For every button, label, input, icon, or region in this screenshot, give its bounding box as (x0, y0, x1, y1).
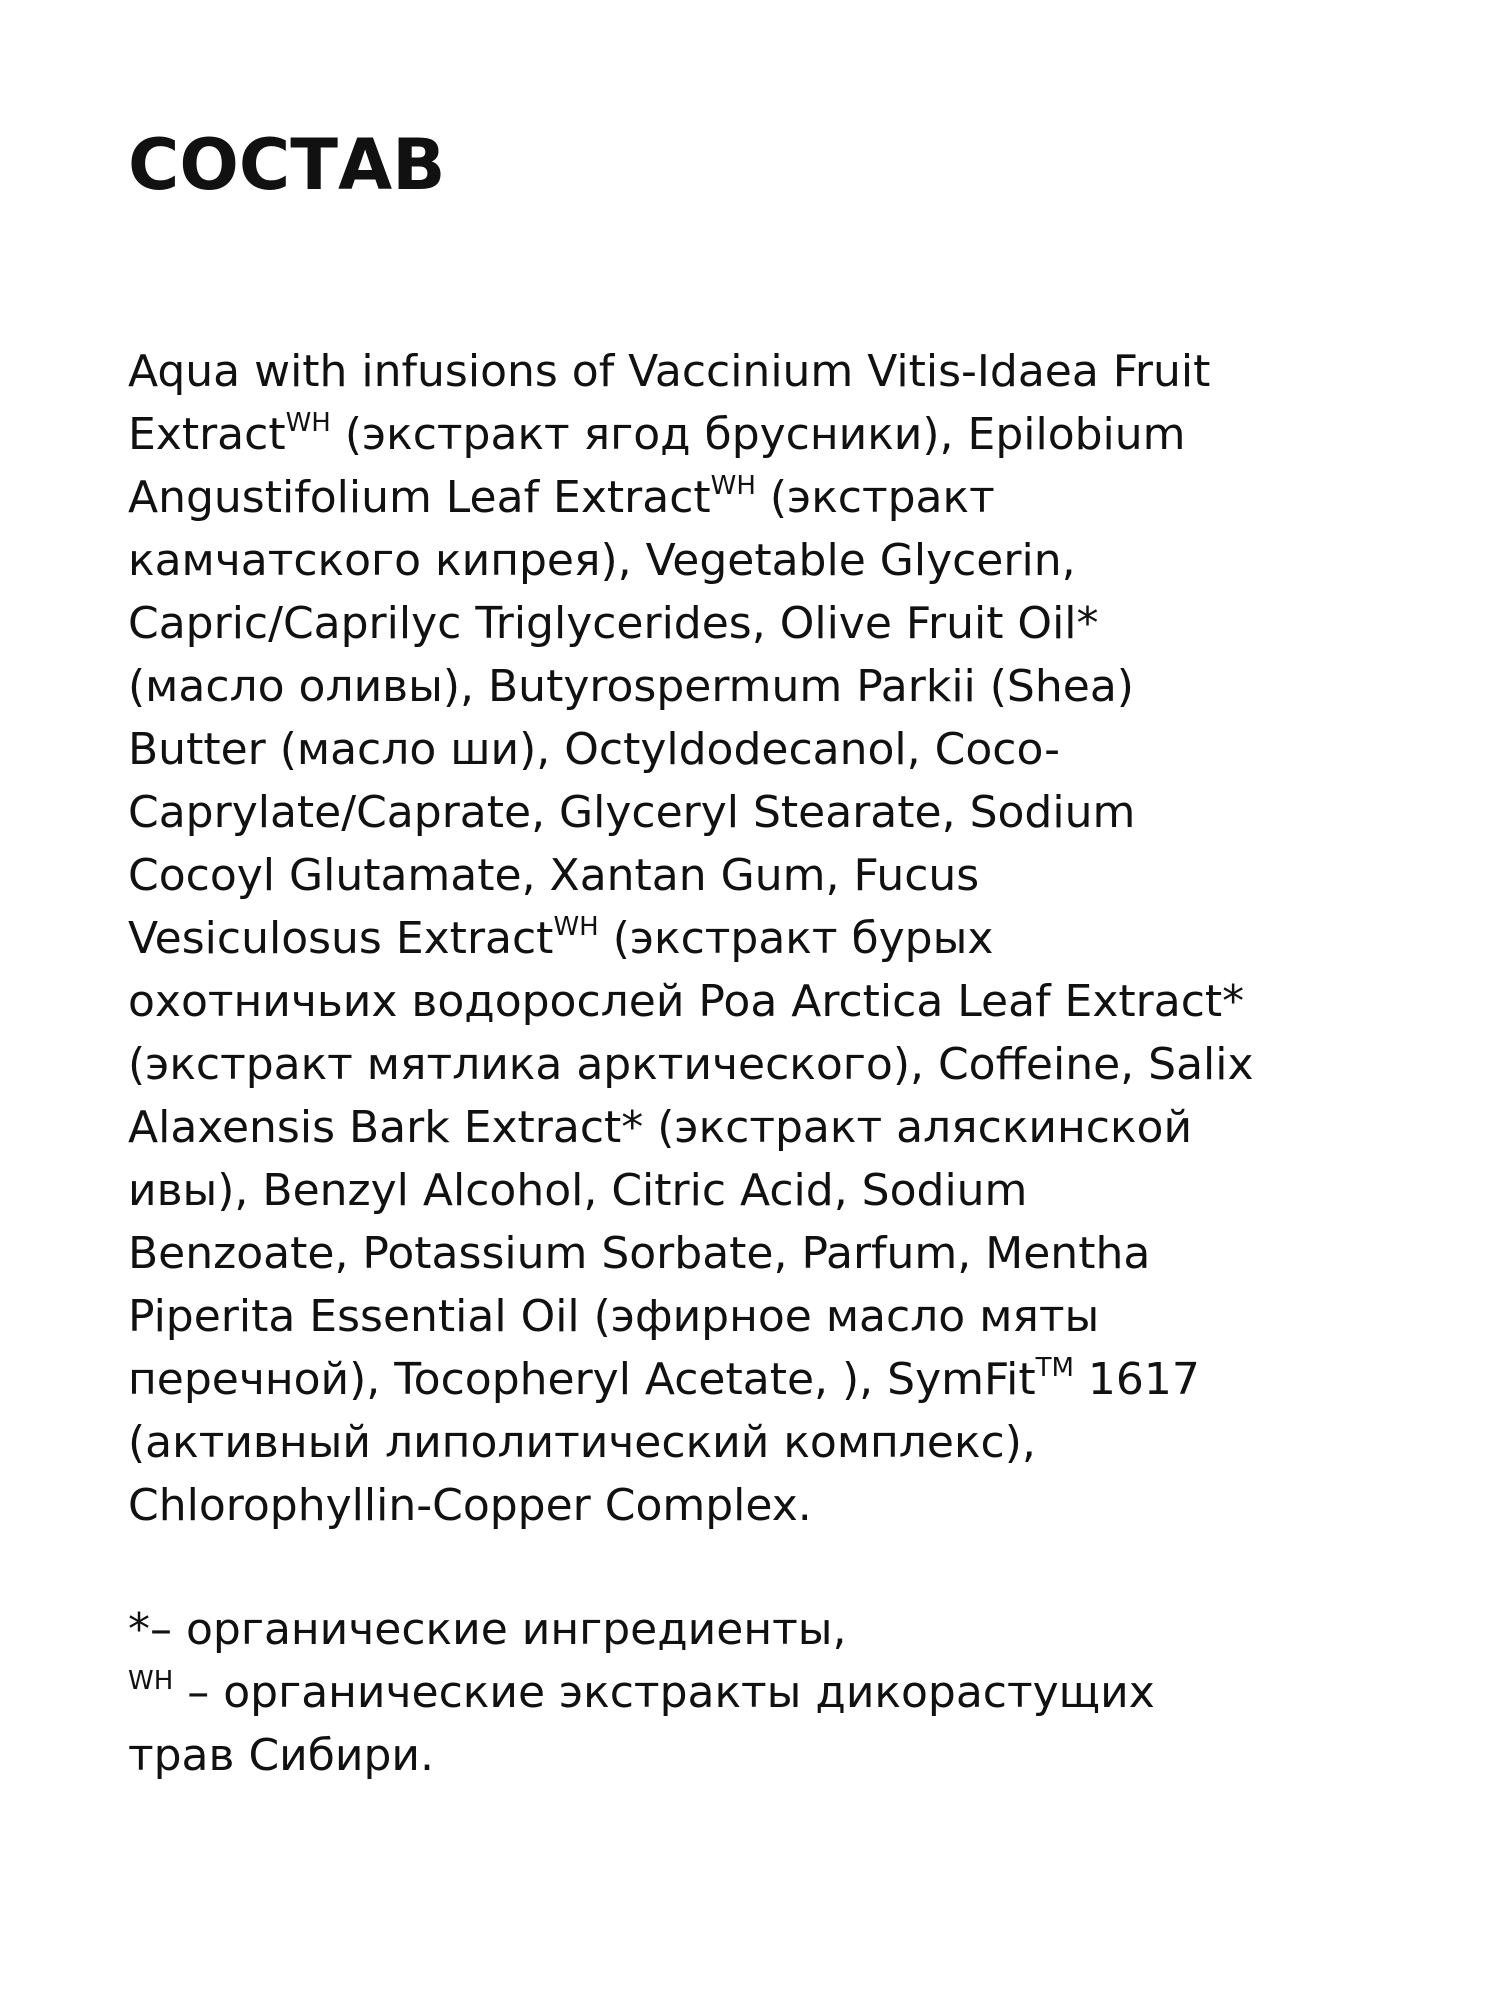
text-segment: (экстракт ягод брусники), Epilobium (330, 409, 1186, 460)
text-segment: Caprylate/Caprate, Glyceryl Stearate, Sodium (128, 787, 1136, 838)
footnote-line (128, 1724, 1388, 1787)
ingredients-line (128, 529, 1388, 592)
ingredients-line (128, 781, 1388, 844)
ingredients-line (128, 1096, 1388, 1159)
text-segment: Aqua with infusions of Vaccinium Vitis-Idaea Fruit (128, 346, 1211, 397)
ingredients-line (128, 1348, 1388, 1411)
text-segment: (масло оливы), Butyrospermum Parkii (Shea) (128, 661, 1134, 712)
text-segment: Benzoate, Potassium Sorbate, Parfum, Mentha (128, 1228, 1151, 1279)
ingredients-line (128, 1222, 1388, 1285)
text-segment: Angustifolium Leaf Extract (128, 472, 711, 523)
superscript-mark: WH (710, 471, 756, 501)
text-segment: ивы), Benzyl Alcohol, Citric Acid, Sodium (128, 1165, 1028, 1216)
text-segment: Butter (масло ши), Octyldodecanol, Coco- (128, 724, 1061, 775)
ingredients-line (128, 592, 1388, 655)
text-segment: (экстракт мятлика арктического), Coffeine, Salix (128, 1039, 1254, 1090)
superscript-mark: WH (553, 912, 599, 942)
text-segment: перечной), Tocopheryl Acetate, ), SymFit (128, 1354, 1036, 1405)
text-segment: Alaxensis Bark Extract* (экстракт аляскинской (128, 1102, 1193, 1153)
footnotes-text (128, 1598, 1388, 1787)
text-segment: 1617 (1073, 1354, 1200, 1405)
ingredients-line (128, 1411, 1388, 1474)
ingredients-line (128, 466, 1388, 529)
page (128, 0, 1388, 2000)
text-segment: (активный липолитический комплекс), (128, 1417, 1036, 1468)
text-segment: камчатского кипрея), Vegetable Glycerin, (128, 535, 1076, 586)
text-segment: Chlorophyllin-Copper Complex. (128, 1480, 812, 1531)
text-segment: (экстракт бурых (598, 913, 994, 964)
text-segment: *– органические ингредиенты, (128, 1604, 847, 1655)
text-segment: Extract (128, 409, 286, 460)
ingredients-line (128, 655, 1388, 718)
ingredients-line (128, 718, 1388, 781)
superscript-mark: TM (1035, 1353, 1074, 1383)
text-segment: Piperita Essential Oil (эфирное масло мяты (128, 1291, 1100, 1342)
text-segment: Vesiculosus Extract (128, 913, 554, 964)
ingredients-line (128, 340, 1388, 403)
ingredients-text (128, 340, 1388, 1537)
ingredients-line (128, 1159, 1388, 1222)
text-segment: Cocoyl Glutamate, Xantan Gum, Fucus (128, 850, 980, 901)
ingredients-line (128, 403, 1388, 466)
ingredients-line (128, 844, 1388, 907)
page-title: СОСТАВ (128, 124, 446, 206)
ingredients-line (128, 1474, 1388, 1537)
ingredients-line (128, 1285, 1388, 1348)
footnote-line (128, 1598, 1388, 1661)
footnote-line (128, 1661, 1388, 1724)
text-segment: (экстракт (755, 472, 995, 523)
superscript-mark: WH (128, 1666, 174, 1696)
text-segment: трав Сибири. (128, 1730, 435, 1781)
superscript-mark: WH (285, 408, 331, 438)
ingredients-line (128, 970, 1388, 1033)
text-segment: охотничьих водорослей Poa Arctica Leaf Extract* (128, 976, 1245, 1027)
ingredients-line (128, 1033, 1388, 1096)
text-segment: – органические экстракты дикорастущих (173, 1667, 1155, 1718)
ingredients-line (128, 907, 1388, 970)
text-segment: Capric/Caprilyc Triglycerides, Olive Fruit Oil* (128, 598, 1099, 649)
